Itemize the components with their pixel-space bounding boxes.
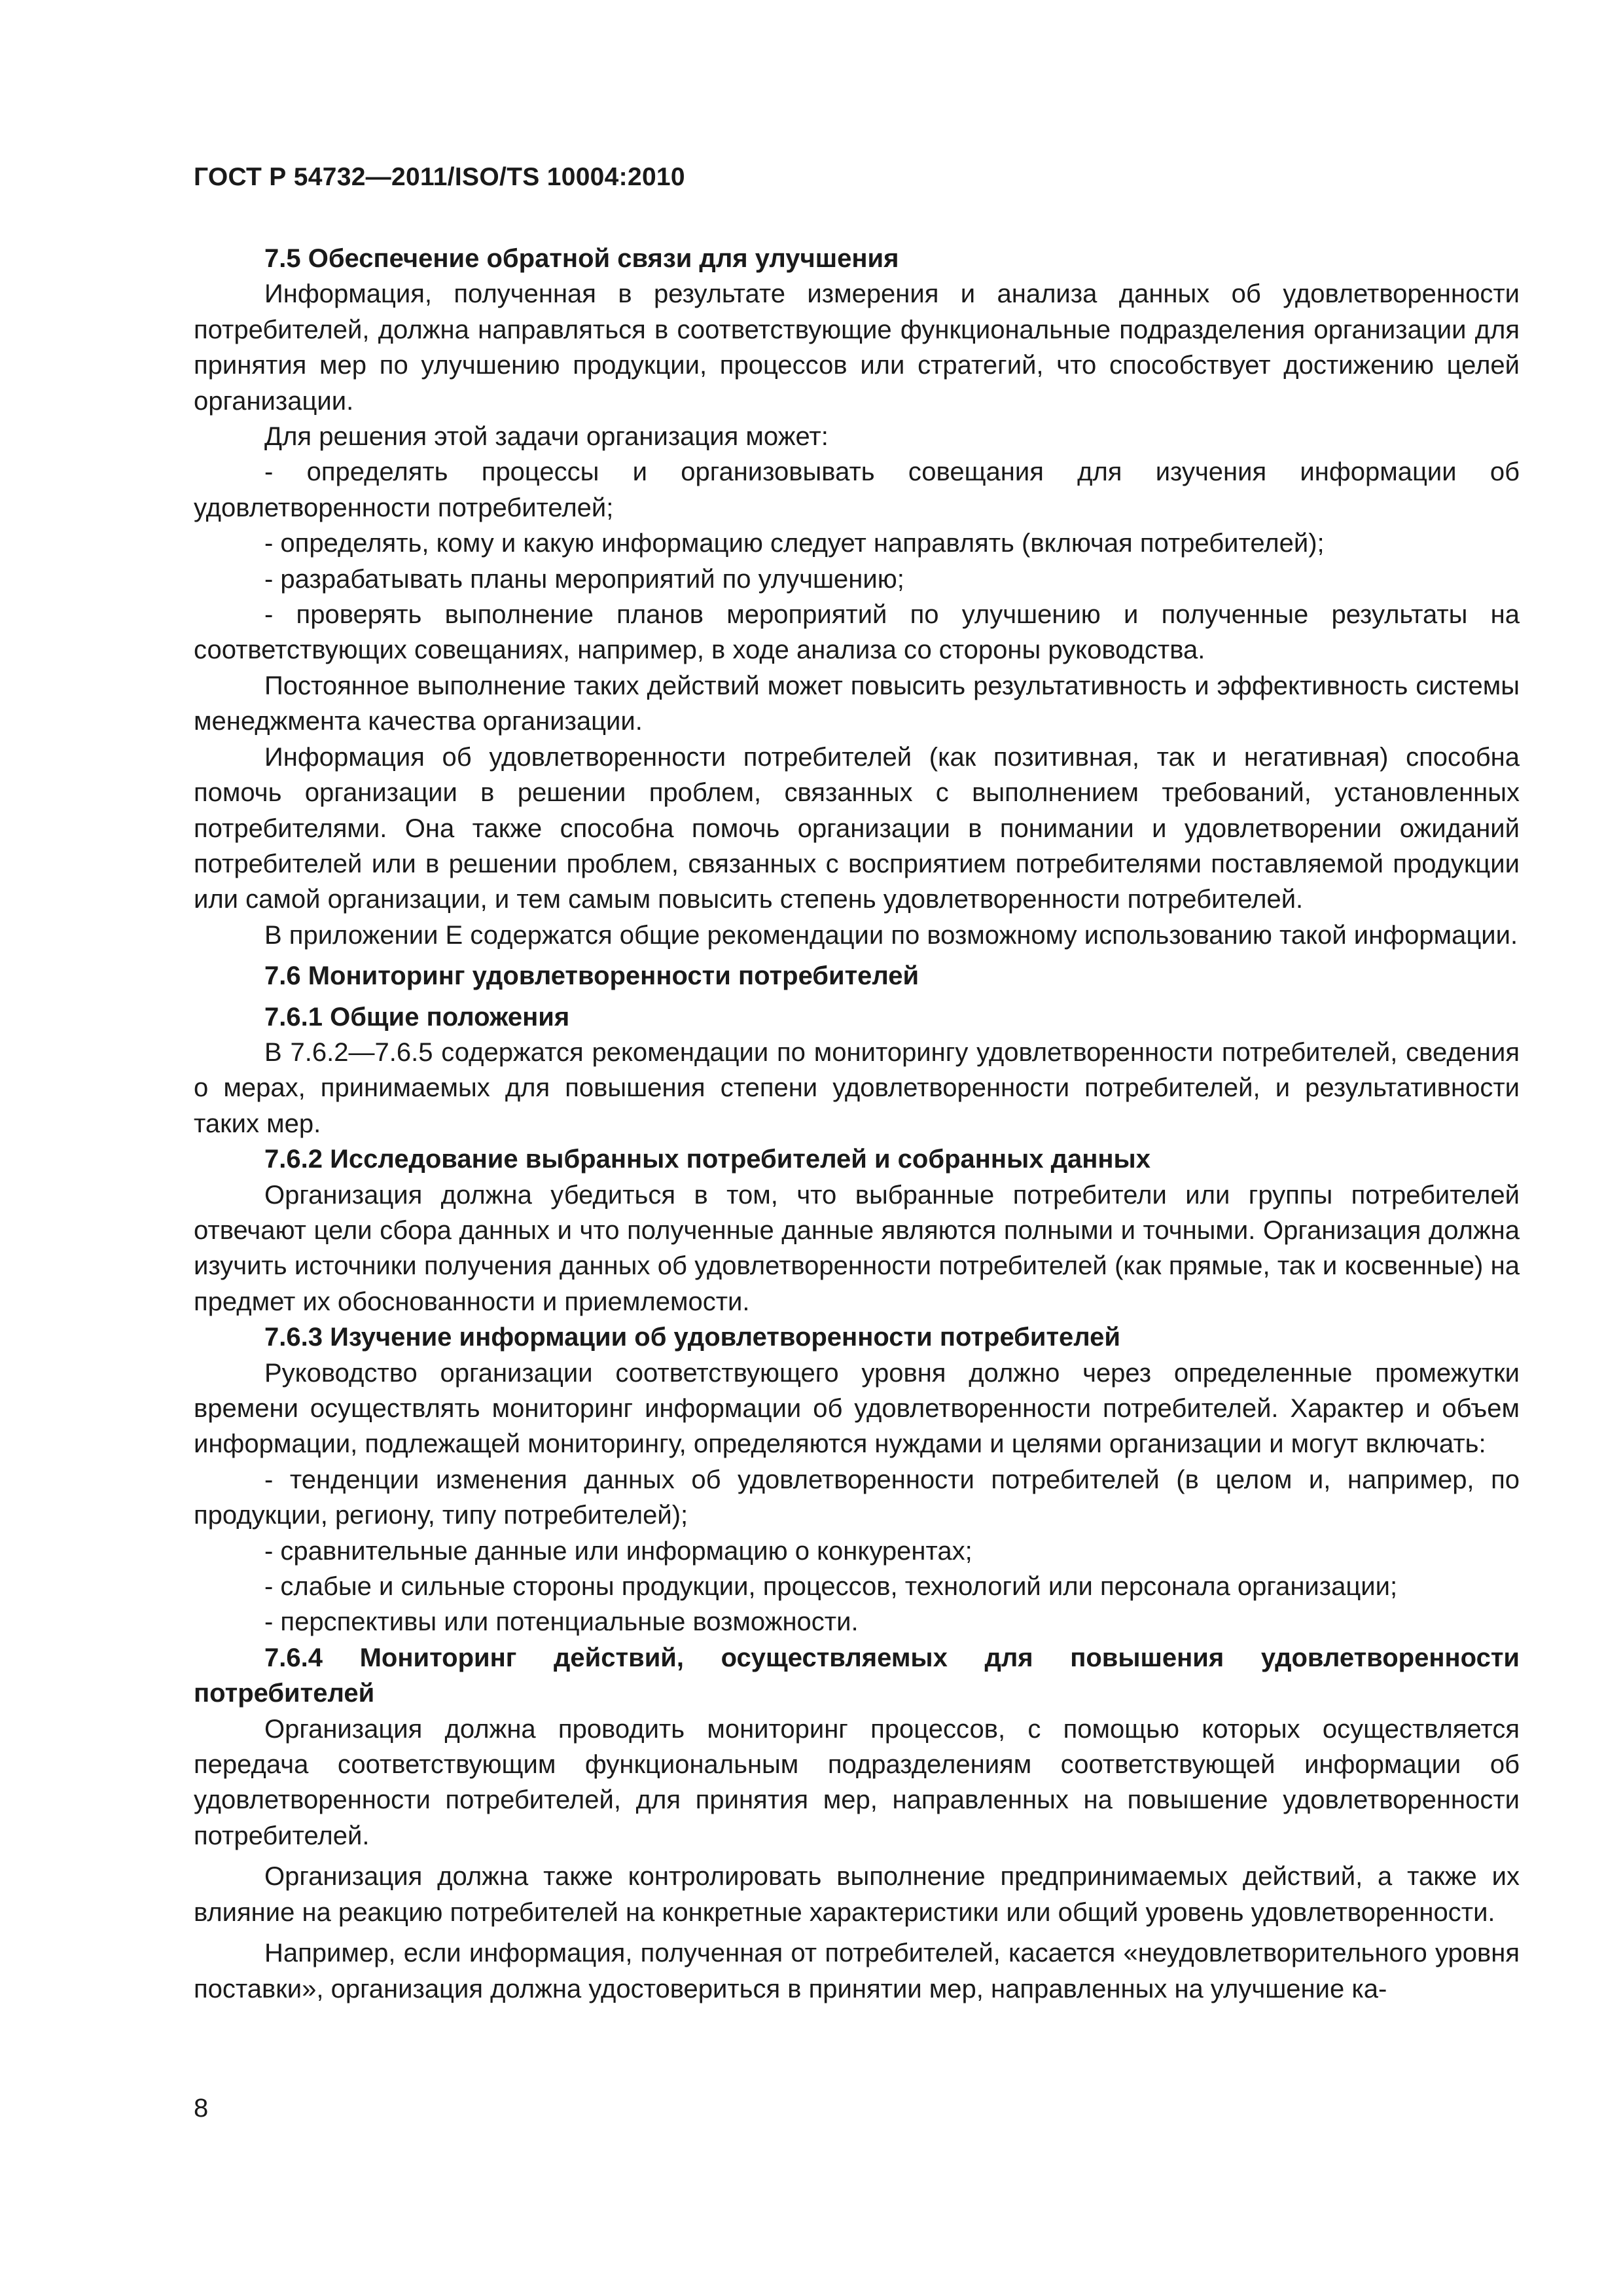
paragraph: Например, если информация, полученная от потребителей, касается «неудовлетворительного уровня поставки», организация должна удостовериться в принятии мер, направленных на улучшение ка- [194,1939,1520,2003]
paragraph: В 7.6.2—7.6.5 содержатся рекомендации по мониторингу удовлетворенности потребителей, сведения о мерах, принимаемых для повышения степени удовлетворенности потребителей, и результативности таких мер. [194,1037,1520,1138]
section-7-6-2-heading: 7.6.2 Исследование выбранных потребителей и собранных данных [264,1145,1150,1174]
paragraph: Для решения этой задачи организация может: [264,422,829,452]
list-item: - сравнительные данные или информацию о конкурентах; [264,1536,972,1566]
paragraph: Организация должна проводить мониторинг процессов, с помощью которых осуществляется передача соответствующим функциональным подразделениям соответствующей информации об удовлетворенности потребителей, для принятия мер, направленных на повышение удовлетворенности потребителей. [194,1714,1520,1850]
document-body [194,241,1520,2007]
paragraph: Информация об удовлетворенности потребителей (как позитивная, так и негативная) способна помочь организации в решении проблем, связанных с выполнением требований, установленных потребителями. Она также способна помочь организации в понимании и удовлетворении ожиданий потребителей или в решении проблем, связанных с восприятием потребителями поставляемой продукции или самой организации, и тем самым повысить степень удовлетворенности потребителей. [194,742,1520,914]
paragraph: Организация должна убедиться в том, что выбранные потребители или группы потребителей отвечают цели сбора данных и что полученные данные являются полными и точными. Организация должна изучить источники получения данных об удовлетворенности потребителей (как прямые, так и косвенные) на предмет их обоснованности и приемлемости. [194,1180,1520,1316]
list-item: - перспективы или потенциальные возможности. [264,1607,859,1637]
document-header: ГОСТ Р 54732—2011/ISO/TS 10004:2010 [194,163,685,191]
list-item: - проверять выполнение планов мероприятий по улучшению и полученные результаты на соответствующих совещаниях, например, в ходе анализа со стороны руководства. [194,600,1520,665]
list-item: - разрабатывать планы мероприятий по улучшению; [264,564,904,594]
paragraph: Руководство организации соответствующего уровня должно через определенные промежутки времени осуществлять мониторинг информации об удовлетворенности потребителей. Характер и объем информации, подлежащей мониторингу, определяются нуждами и целями организации и могут включать: [194,1358,1520,1459]
list-item: - слабые и сильные стороны продукции, процессов, технологий или персонала организации; [264,1572,1398,1602]
section-7-6-1-heading: 7.6.1 Общие положения [264,1002,570,1031]
paragraph: Организация должна также контролировать выполнение предпринимаемых действий, а также их влияние на реакцию потребителей на конкретные характеристики или общий уровень удовлетворенности. [194,1862,1520,1927]
list-item: - определять процессы и организовывать совещания для изучения информации об удовлетворенности потребителей; [194,457,1520,522]
section-7-6-heading: 7.6 Мониторинг удовлетворенности потребителей [264,961,919,991]
section-7-5-heading: 7.5 Обеспечение обратной связи для улучшения [264,244,899,273]
section-7-6-4-heading: 7.6.4 Мониторинг действий, осуществляемых для повышения удовлетворенности потребителей [194,1643,1520,1708]
list-item: - определять, кому и какую информацию следует направлять (включая потребителей); [264,529,1325,558]
page-number: 8 [194,2094,209,2123]
section-7-6-3-heading: 7.6.3 Изучение информации об удовлетворенности потребителей [264,1323,1121,1352]
paragraph: Информация, полученная в результате измерения и анализа данных об удовлетворенности потребителей, должна направляться в соответствующие функциональные подразделения организации для принятия мер по улучшению продукции, процессов или стратегий, что способствует достижению целей организации. [194,279,1520,416]
list-item: - тенденции изменения данных об удовлетворенности потребителей (в целом и, например, по продукции, региону, типу потребителей); [194,1465,1520,1530]
document-page [194,161,1520,2007]
paragraph: В приложении Е содержатся общие рекомендации по возможному использованию такой информации. [264,920,1518,950]
paragraph: Постоянное выполнение таких действий может повысить результативность и эффективность системы менеджмента качества организации. [194,671,1520,736]
